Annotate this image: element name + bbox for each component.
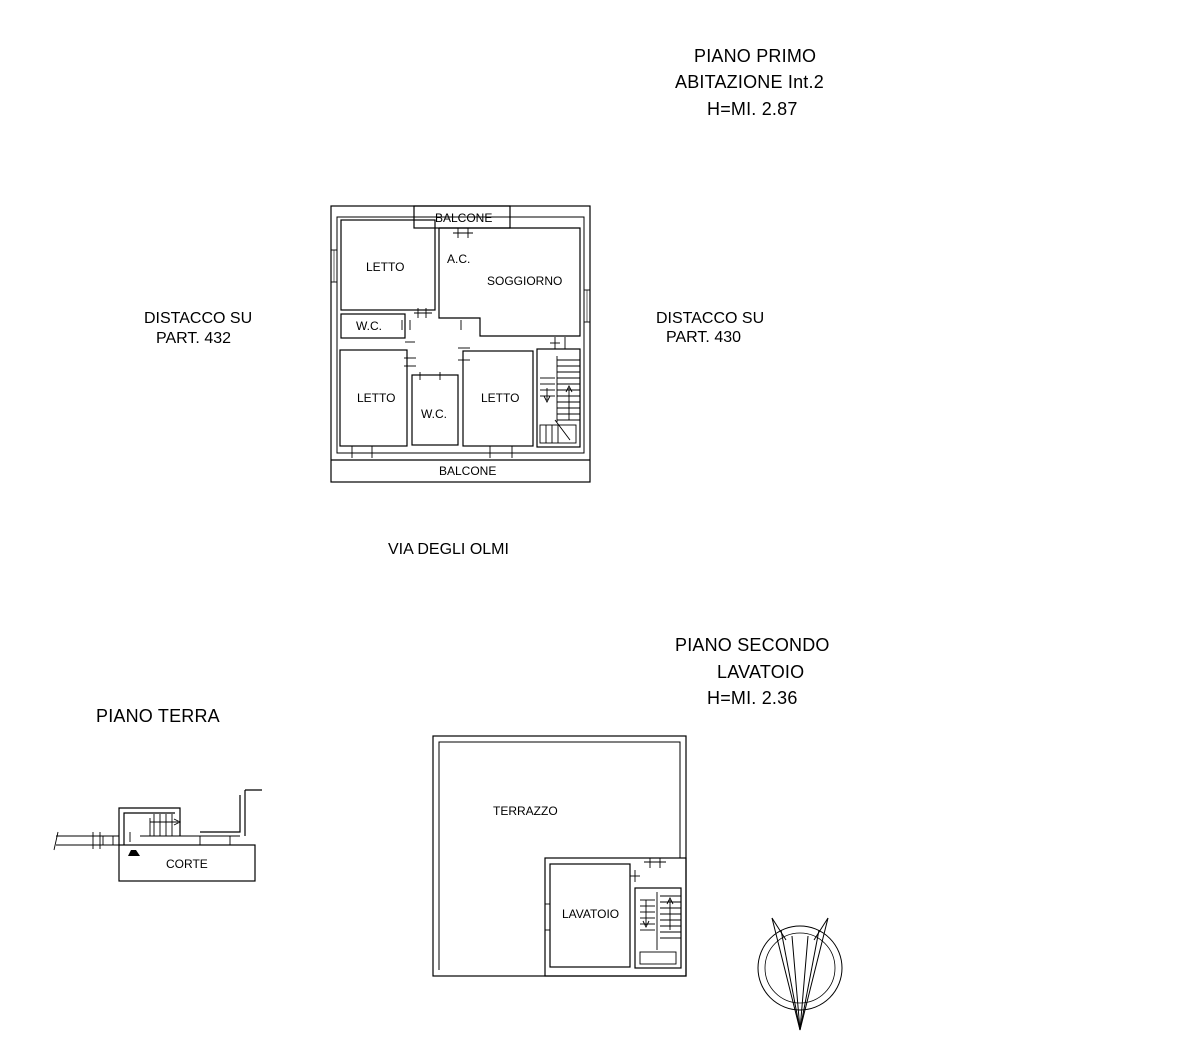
wc-1-label: W.C. [356, 319, 382, 333]
balcone-bottom-label: BALCONE [439, 464, 497, 478]
first-floor-height: H=MI. 2.87 [707, 99, 798, 119]
ground-floor-plan [54, 790, 262, 881]
soggiorno-label: SOGGIORNO [487, 274, 563, 288]
corte-label: CORTE [166, 857, 208, 871]
first-floor-plan [331, 206, 590, 482]
letto-2-label: LETTO [357, 391, 396, 405]
balcone-top-label: BALCONE [435, 211, 493, 225]
second-floor-unit: LAVATOIO [717, 662, 805, 682]
letto-1-label: LETTO [366, 260, 405, 274]
first-floor-unit: ABITAZIONE Int.2 [675, 72, 824, 92]
setback-left-line1: DISTACCO SU [144, 310, 253, 327]
first-floor-outline [331, 206, 590, 482]
letto-3-label: LETTO [481, 391, 520, 405]
setback-right-line2: PART. 430 [666, 329, 742, 346]
first-floor-title: PIANO PRIMO [694, 46, 817, 66]
second-floor-plan [433, 736, 686, 976]
second-floor-height: H=MI. 2.36 [707, 688, 798, 708]
wc-2-label: W.C. [421, 407, 447, 421]
second-floor-outline [433, 736, 686, 976]
setback-left-line2: PART. 432 [156, 330, 232, 347]
lavatoio-label: LAVATOIO [562, 907, 620, 921]
north-arrow-icon [758, 918, 842, 1030]
second-floor-title: PIANO SECONDO [675, 635, 830, 655]
first-floor-stair [537, 349, 580, 447]
ac-label: A.C. [447, 252, 471, 266]
ground-stair-marker-icon [128, 850, 140, 856]
ground-floor-title: PIANO TERRA [96, 706, 220, 726]
terrazzo-label: TERRAZZO [493, 804, 558, 818]
setback-right-line1: DISTACCO SU [656, 310, 765, 327]
street-name: VIA DEGLI OLMI [388, 541, 509, 558]
